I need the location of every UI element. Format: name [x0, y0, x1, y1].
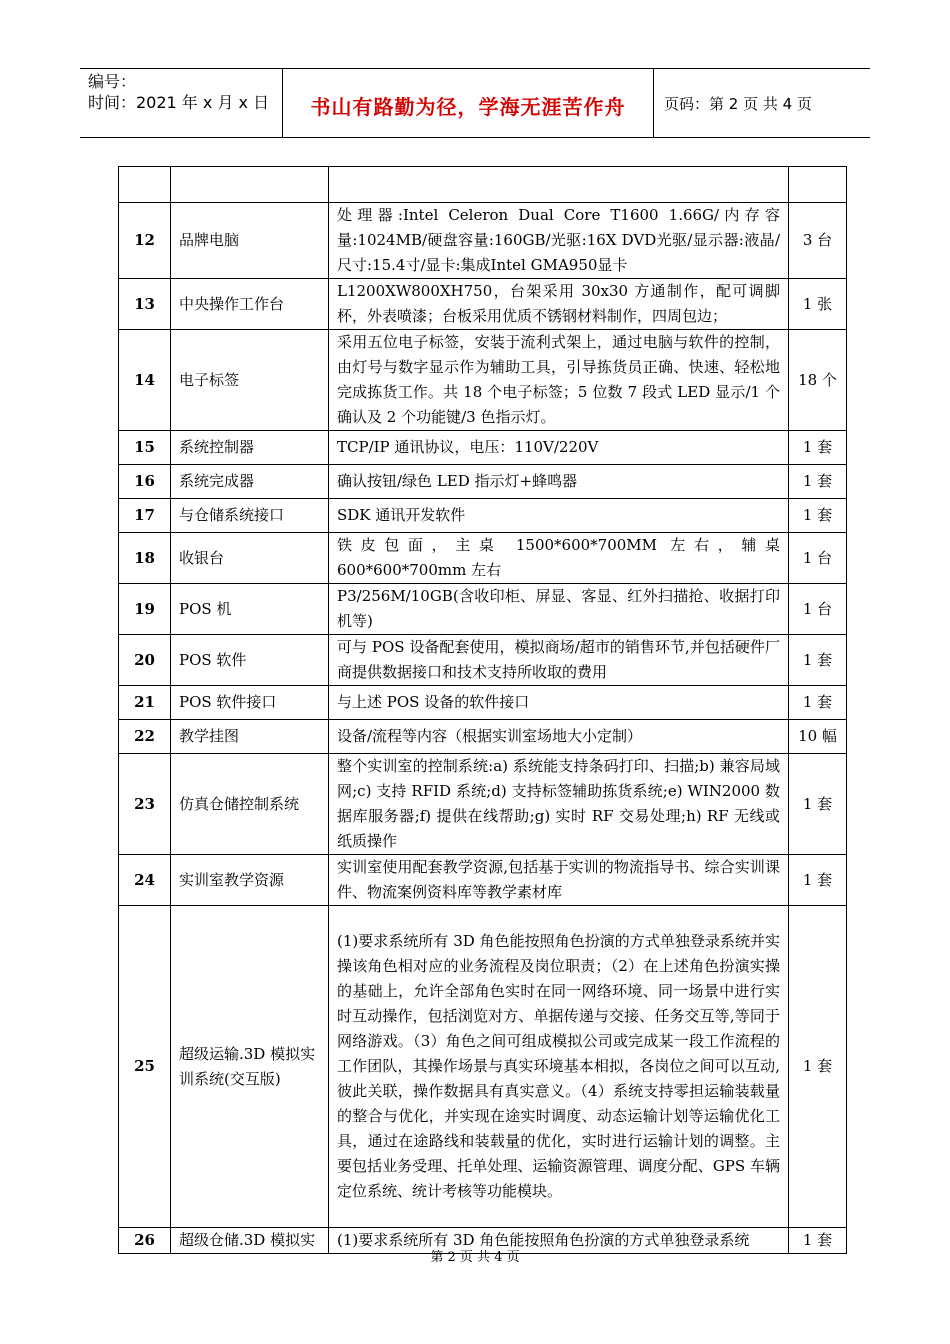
- item-spec: SDK 通讯开发软件: [329, 499, 789, 533]
- item-spec: 设备/流程等内容（根据实训室场地大小定制）: [329, 720, 789, 754]
- item-quantity: 1 套: [789, 906, 847, 1228]
- item-quantity: 1 张: [789, 279, 847, 330]
- item-quantity: 1 套: [789, 499, 847, 533]
- header-page-number: 页码：第 2 页 共 4 页: [664, 95, 812, 113]
- item-quantity: 10 幅: [789, 720, 847, 754]
- row-number: 20: [119, 635, 171, 686]
- row-number: 19: [119, 584, 171, 635]
- item-name: 实训室教学资源: [171, 855, 329, 906]
- item-quantity: 1 台: [789, 533, 847, 584]
- item-quantity: 1 套: [789, 855, 847, 906]
- table-row: [119, 754, 847, 855]
- table-row: [119, 330, 847, 431]
- item-name: 电子标签: [171, 330, 329, 431]
- item-quantity: 3 台: [789, 203, 847, 279]
- item-name: 中央操作工作台: [171, 279, 329, 330]
- item-quantity: 1 套: [789, 465, 847, 499]
- row-number: 16: [119, 465, 171, 499]
- row-number: 25: [119, 906, 171, 1228]
- item-quantity: 1 套: [789, 754, 847, 855]
- item-spec: 与上述 POS 设备的软件接口: [329, 686, 789, 720]
- row-number: 14: [119, 330, 171, 431]
- table-row: [119, 431, 847, 465]
- table-row: [119, 533, 847, 584]
- item-spec: 整个实训室的控制系统:a) 系统能支持条码打印、扫描;b) 兼容局域网;c) 支持 RFID 系统;d) 支持标签辅助拣货系统;e) WIN2000 数据库服务器;f) 提供在线帮助;g) 实时 RF 交易处理;h) RF 无线或纸质操作: [329, 754, 789, 855]
- equipment-table: [118, 166, 847, 1254]
- header-meta: [88, 71, 284, 113]
- doc-number-label: 编号：: [88, 72, 137, 91]
- table-row: [119, 279, 847, 330]
- table-row: [119, 167, 847, 203]
- item-spec: 处理器:Intel Celeron Dual Core T1600 1.66G/内存容量:1024MB/硬盘容量:160GB/光驱:16X DVD光驱/显示器:液晶/尺寸:15.4寸/显卡:集成Intel GMA950显卡: [329, 203, 789, 279]
- item-spec: 铁皮包面，主桌 1500*600*700MM 左右，辅桌 600*600*700mm 左右: [329, 533, 789, 584]
- item-quantity: 1 套: [789, 635, 847, 686]
- page-footer: 第 2 页 共 4 页: [430, 1250, 520, 1265]
- item-spec: 实训室使用配套教学资源,包括基于实训的物流指导书、综合实训课件、物流案例资料库等教学素材库: [329, 855, 789, 906]
- row-number: 18: [119, 533, 171, 584]
- item-name: 品牌电脑: [171, 203, 329, 279]
- item-name: 收银台: [171, 533, 329, 584]
- page-header: [80, 68, 870, 138]
- item-spec: 确认按钮/绿色 LED 指示灯+蜂鸣器: [329, 465, 789, 499]
- item-spec: (1)要求系统所有 3D 角色能按照角色扮演的方式单独登录系统并实操该角色相对应的业务流程及岗位职责；（2）在上述角色扮演实操的基础上，允许全部角色实时在同一网络环境、同一场景中进行实时互动操作，包括浏览对方、单据传递与交接、任务交互等,等同于网络游戏。（3）角色之间可组成模拟公司或完成某一段工作流程的工作团队，其操作场景与真实环境基本相拟，各岗位之间可以互动,彼此关联，操作数据具有真实意义。（4）系统支持零担运输装载量的整合与优化，并实现在途实时调度、动态运输计划等运输优化工具，通过在途路线和装载量的优化，实时进行运输计划的调整。主要包括业务受理、托单处理、运输资源管理、调度分配、GPS 车辆定位系统、统计考核等功能模块。: [329, 906, 789, 1228]
- row-number: 24: [119, 855, 171, 906]
- table-row: [119, 203, 847, 279]
- item-name: 教学挂图: [171, 720, 329, 754]
- row-number: 26: [119, 1228, 171, 1254]
- row-number: 22: [119, 720, 171, 754]
- item-name: POS 软件接口: [171, 686, 329, 720]
- item-spec: 采用五位电子标签，安装于流利式架上，通过电脑与软件的控制，由灯号与数字显示作为辅助工具，引导拣货员正确、快速、轻松地完成拣货工作。共 18 个电子标签；5 位数 7 段式 LED 显示/1 个确认及 2 个功能键/3 色指示灯。: [329, 330, 789, 431]
- item-name: POS 软件: [171, 635, 329, 686]
- item-spec: [329, 167, 789, 203]
- item-name: 仿真仓储控制系统: [171, 754, 329, 855]
- row-number: 13: [119, 279, 171, 330]
- table-row: [119, 906, 847, 1228]
- item-name: POS 机: [171, 584, 329, 635]
- item-name: 超级仓储.3D 模拟实: [171, 1228, 329, 1254]
- table-row: [119, 720, 847, 754]
- item-spec: (1)要求系统所有 3D 角色能按照角色扮演的方式单独登录系统: [329, 1228, 789, 1254]
- item-spec: TCP/IP 通讯协议，电压：110V/220V: [329, 431, 789, 465]
- item-name: [171, 167, 329, 203]
- header-motto: 书山有路勤为径，学海无涯苦作舟: [310, 95, 626, 119]
- item-name: 系统控制器: [171, 431, 329, 465]
- item-quantity: 1 台: [789, 584, 847, 635]
- row-number: 21: [119, 686, 171, 720]
- table-row: [119, 584, 847, 635]
- item-name: 系统完成器: [171, 465, 329, 499]
- date-label: 时间：2021 年 x 月 x 日: [88, 93, 270, 112]
- row-number: 15: [119, 431, 171, 465]
- item-name: 与仓储系统接口: [171, 499, 329, 533]
- item-spec: 可与 POS 设备配套使用，模拟商场/超市的销售环节,并包括硬件厂商提供数据接口和技术支持所收取的费用: [329, 635, 789, 686]
- item-quantity: 18 个: [789, 330, 847, 431]
- table-row: [119, 686, 847, 720]
- item-quantity: 1 套: [789, 431, 847, 465]
- item-name: 超级运输.3D 模拟实训系统(交互版): [171, 906, 329, 1228]
- header-divider: [653, 69, 654, 137]
- item-quantity: [789, 167, 847, 203]
- table-row: [119, 635, 847, 686]
- row-number: 12: [119, 203, 171, 279]
- item-quantity: 1 套: [789, 1228, 847, 1254]
- item-spec: P3/256M/10GB(含收印柜、屏显、客显、红外扫描抢、收据打印机等): [329, 584, 789, 635]
- row-number: [119, 167, 171, 203]
- table-row: [119, 855, 847, 906]
- item-spec: L1200XW800XH750，台架采用 30x30 方通制作，配可调脚杯，外表喷漆；台板采用优质不锈钢材料制作，四周包边；: [329, 279, 789, 330]
- table-row: [119, 465, 847, 499]
- item-quantity: 1 套: [789, 686, 847, 720]
- table-row: [119, 499, 847, 533]
- row-number: 17: [119, 499, 171, 533]
- row-number: 23: [119, 754, 171, 855]
